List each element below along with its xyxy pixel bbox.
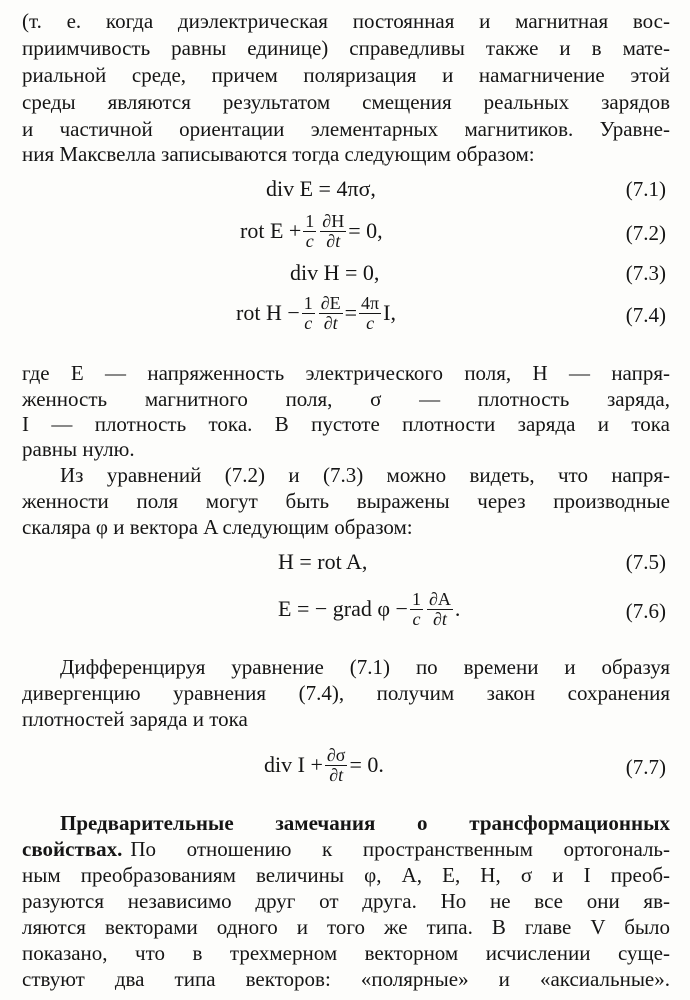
fraction [359,294,381,333]
denominator: ∂t [432,608,447,629]
equation-7-7 [264,742,384,788]
numerator: ∂E [320,292,341,313]
fraction [320,212,346,251]
fraction [303,212,316,251]
equation-term: . [454,596,461,621]
equation-7-4 [236,290,396,336]
numerator: 1 [411,588,421,609]
equation-body: H = rot A, [278,549,368,574]
text-line: I — плотность тока. В пустоте плотности заряда и тока [22,412,670,436]
equation-body: div H = 0, [290,260,380,285]
equation-term: div I + [264,752,323,777]
equation-number: (7.5) [625,550,666,574]
text-line: скаляра φ и вектора A следующим образом: [22,515,413,539]
equation-number: (7.1) [625,177,666,201]
numerator: 1 [305,210,315,231]
text-line: ным преобразованиям величины φ, A, E, H, σ и I преоб- [22,863,670,887]
denominator: ∂t [323,312,338,333]
equation-body: div E = 4πσ, [266,176,376,201]
equation-term: = 0. [349,752,384,777]
text-line: приимчивость равны единице) справедливы также и в мате- [22,36,670,60]
equation-number: (7.3) [625,261,666,285]
numerator: ∂A [428,588,451,609]
section-heading: свойствах. [22,837,123,861]
text-line: показано, что в трехмерном векторном исчислении суще- [22,941,670,965]
equation-7-2 [240,208,383,254]
text-line: и частичной ориентации элементарных магнитиков. Уравне- [22,117,670,141]
text-line: По отношению к пространственным ортогональ- [130,837,670,861]
denominator: c [304,312,313,333]
text-line: женность магнитного поля, σ — плотность заряда, [22,387,670,411]
equation-7-1 [266,176,376,202]
text-line: дивергенцию уравнения (7.4), получим закон сохранения [22,681,670,705]
text-line: Из уравнений (7.2) и (7.3) можно видеть, что напря- [60,463,670,487]
equation-number: (7.2) [625,221,666,245]
equation-number: (7.7) [625,755,666,779]
equation-term: rot H − [236,300,300,325]
equation-term: = 0, [348,218,383,243]
text-line: риальной среде, причем поляризация и намагничение этой [22,63,670,87]
text-line: среды являются результатом смещения реальных зарядов [22,90,670,114]
section-heading: Предварительные замечания о трансформационных [60,811,670,835]
fraction [302,294,315,333]
denominator: c [412,608,421,629]
text-line: разуются независимо друг от друга. Но не все они яв- [22,889,670,913]
text-line: ляются векторами одного и того же типа. В главе V было [22,915,670,939]
equation-term: E = − grad φ − [278,596,408,621]
fraction [427,590,453,629]
equation-number: (7.6) [625,599,666,623]
text-line: женности поля могут быть выражены через производные [22,489,670,513]
fraction [325,746,348,785]
denominator: c [366,312,375,333]
equation-number: (7.4) [625,303,666,327]
equation-7-6 [278,586,460,632]
numerator: 4π [361,292,380,313]
denominator: ∂t [326,230,341,251]
equation-term: = [344,300,358,325]
equation-7-5 [278,549,367,575]
text-line: (т. е. когда диэлектрическая постоянная и магнитная вос- [22,9,670,33]
equation-term: rot E + [240,218,302,243]
text-line: равны нулю. [22,437,135,461]
numerator: ∂H [322,210,345,231]
text-line: Дифференцируя уравнение (7.1) по времени и образуя [60,655,670,679]
text-line: где E — напряженность электрического поля, H — напря- [22,361,670,385]
fraction [319,294,343,333]
numerator: ∂σ [326,744,346,765]
text-line: плотностей заряда и тока [22,707,248,731]
text-line: ния Максвелла записываются тогда следующим образом: [22,142,535,166]
denominator: c [305,230,314,251]
text-line: ствуют два типа векторов: «полярные» и «аксиальные». [22,967,670,991]
equation-7-3 [290,260,379,286]
denominator: ∂t [329,764,344,785]
numerator: 1 [303,292,313,313]
text-line [22,836,670,862]
fraction [410,590,423,629]
equation-term: I, [383,300,396,325]
